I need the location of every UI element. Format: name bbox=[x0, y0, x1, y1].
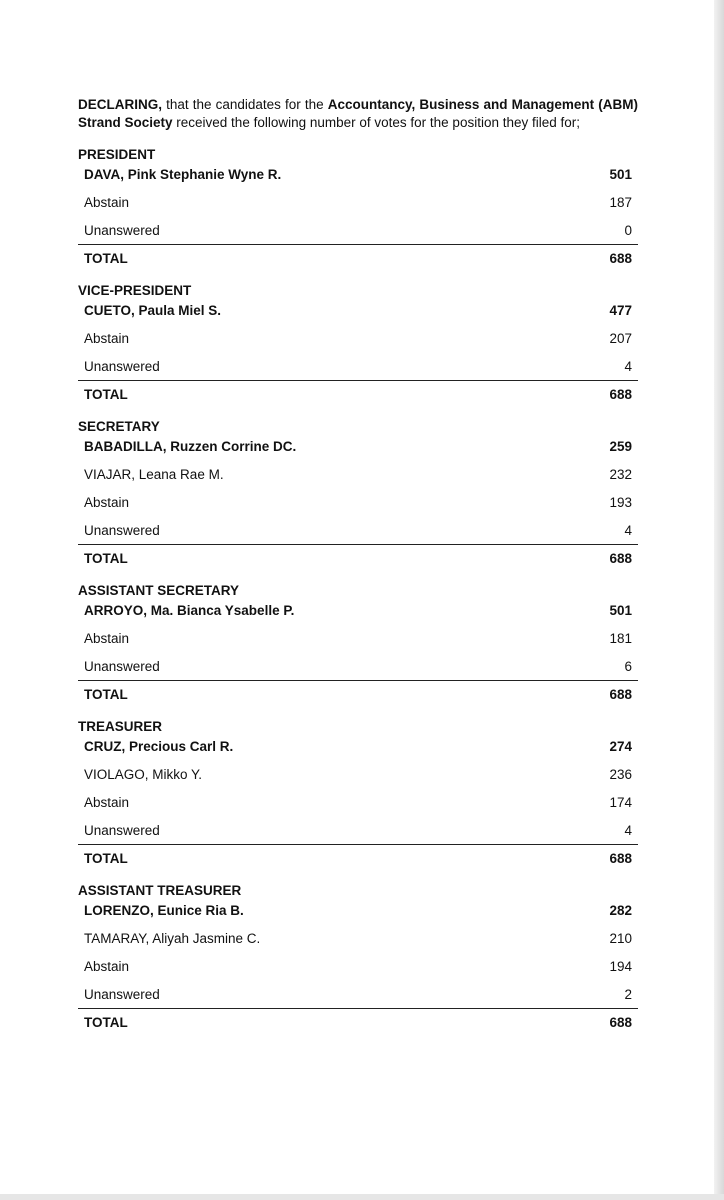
vote-row bbox=[78, 816, 638, 844]
vote-count: 282 bbox=[609, 903, 632, 918]
vote-count: 181 bbox=[609, 630, 632, 646]
vote-row bbox=[78, 624, 638, 652]
vote-row bbox=[78, 903, 638, 924]
vote-count: 6 bbox=[624, 658, 632, 674]
vote-row bbox=[78, 167, 638, 188]
vote-count: 174 bbox=[609, 794, 632, 810]
total-row bbox=[78, 1008, 638, 1036]
vote-label: Unanswered bbox=[84, 658, 160, 674]
results-list bbox=[78, 146, 638, 1036]
total-count: 688 bbox=[609, 1015, 632, 1030]
vote-label: VIOLAGO, Mikko Y. bbox=[84, 766, 203, 782]
vote-label: Abstain bbox=[84, 630, 130, 646]
total-count: 688 bbox=[609, 387, 632, 402]
vote-label: Unanswered bbox=[84, 358, 160, 374]
total-row bbox=[78, 380, 638, 408]
vote-count: 187 bbox=[609, 194, 632, 210]
vote-row bbox=[78, 324, 638, 352]
vote-label: CRUZ, Precious Carl R. bbox=[84, 739, 234, 754]
vote-row bbox=[78, 460, 638, 488]
total-label: TOTAL bbox=[84, 551, 128, 566]
vote-row bbox=[78, 739, 638, 760]
vote-row bbox=[78, 603, 638, 624]
position-section bbox=[78, 418, 638, 572]
vote-count: 501 bbox=[609, 167, 632, 182]
vote-count: 259 bbox=[609, 439, 632, 454]
vote-row bbox=[78, 788, 638, 816]
position-title: TREASURER bbox=[78, 719, 163, 734]
vote-row bbox=[78, 216, 638, 244]
vote-count: 232 bbox=[609, 466, 632, 482]
declaration-lead: DECLARING, bbox=[78, 97, 162, 112]
total-row bbox=[78, 244, 638, 272]
position-section bbox=[78, 882, 638, 1036]
vote-row bbox=[78, 439, 638, 460]
total-count: 688 bbox=[609, 251, 632, 266]
total-count: 688 bbox=[609, 551, 632, 566]
vote-count: 0 bbox=[624, 222, 632, 238]
vote-label: DAVA, Pink Stephanie Wyne R. bbox=[84, 167, 282, 182]
total-row bbox=[78, 844, 638, 872]
vote-count: 4 bbox=[624, 522, 632, 538]
total-count: 688 bbox=[609, 851, 632, 866]
vote-row bbox=[78, 952, 638, 980]
total-row bbox=[78, 680, 638, 708]
vote-label: Unanswered bbox=[84, 822, 160, 838]
position-section bbox=[78, 582, 638, 708]
vote-count: 2 bbox=[624, 986, 632, 1002]
vote-label: CUETO, Paula Miel S. bbox=[84, 303, 222, 318]
vote-label: LORENZO, Eunice Ria B. bbox=[84, 903, 244, 918]
total-label: TOTAL bbox=[84, 687, 128, 702]
position-title: ASSISTANT TREASURER bbox=[78, 883, 242, 898]
declaration-text-1: that the candidates for the bbox=[162, 97, 328, 112]
total-label: TOTAL bbox=[84, 251, 128, 266]
declaration-text-2: received the following number of votes for the position they filed for; bbox=[172, 115, 581, 130]
vote-count: 4 bbox=[624, 822, 632, 838]
total-row bbox=[78, 544, 638, 572]
vote-count: 193 bbox=[609, 494, 632, 510]
vote-label: ARROYO, Ma. Bianca Ysabelle P. bbox=[84, 603, 295, 618]
vote-row bbox=[78, 488, 638, 516]
vote-label: VIAJAR, Leana Rae M. bbox=[84, 466, 224, 482]
vote-count: 236 bbox=[609, 766, 632, 782]
vote-label: Abstain bbox=[84, 958, 130, 974]
vote-row bbox=[78, 980, 638, 1008]
total-label: TOTAL bbox=[84, 1015, 128, 1030]
position-section bbox=[78, 282, 638, 408]
vote-count: 477 bbox=[609, 303, 632, 318]
position-title: SECRETARY bbox=[78, 419, 160, 434]
vote-count: 274 bbox=[609, 739, 632, 754]
vote-label: Abstain bbox=[84, 330, 130, 346]
vote-row bbox=[78, 352, 638, 380]
vote-count: 4 bbox=[624, 358, 632, 374]
page-bottom-edge bbox=[0, 1194, 724, 1200]
document-page bbox=[78, 96, 638, 1046]
vote-row bbox=[78, 303, 638, 324]
position-title: VICE-PRESIDENT bbox=[78, 283, 192, 298]
vote-label: Abstain bbox=[84, 194, 130, 210]
vote-row bbox=[78, 188, 638, 216]
vote-count: 207 bbox=[609, 330, 632, 346]
total-label: TOTAL bbox=[84, 851, 128, 866]
vote-count: 210 bbox=[609, 930, 632, 946]
position-section bbox=[78, 146, 638, 272]
page-edge-shadow bbox=[714, 0, 724, 1200]
vote-row bbox=[78, 924, 638, 952]
vote-label: Unanswered bbox=[84, 222, 160, 238]
vote-label: Abstain bbox=[84, 494, 130, 510]
vote-label: Unanswered bbox=[84, 986, 160, 1002]
vote-row bbox=[78, 652, 638, 680]
total-label: TOTAL bbox=[84, 387, 128, 402]
position-section bbox=[78, 718, 638, 872]
position-title: ASSISTANT SECRETARY bbox=[78, 583, 240, 598]
declaration-paragraph bbox=[78, 96, 638, 132]
vote-count: 194 bbox=[609, 958, 632, 974]
vote-count: 501 bbox=[609, 603, 632, 618]
vote-label: BABADILLA, Ruzzen Corrine DC. bbox=[84, 439, 297, 454]
position-title: PRESIDENT bbox=[78, 147, 156, 162]
vote-row bbox=[78, 516, 638, 544]
vote-label: Abstain bbox=[84, 794, 130, 810]
organization-name: Accountancy, Business and Management (ABM) Strand Society bbox=[78, 97, 638, 130]
total-count: 688 bbox=[609, 687, 632, 702]
vote-label: Unanswered bbox=[84, 522, 160, 538]
vote-row bbox=[78, 760, 638, 788]
vote-label: TAMARAY, Aliyah Jasmine C. bbox=[84, 930, 261, 946]
